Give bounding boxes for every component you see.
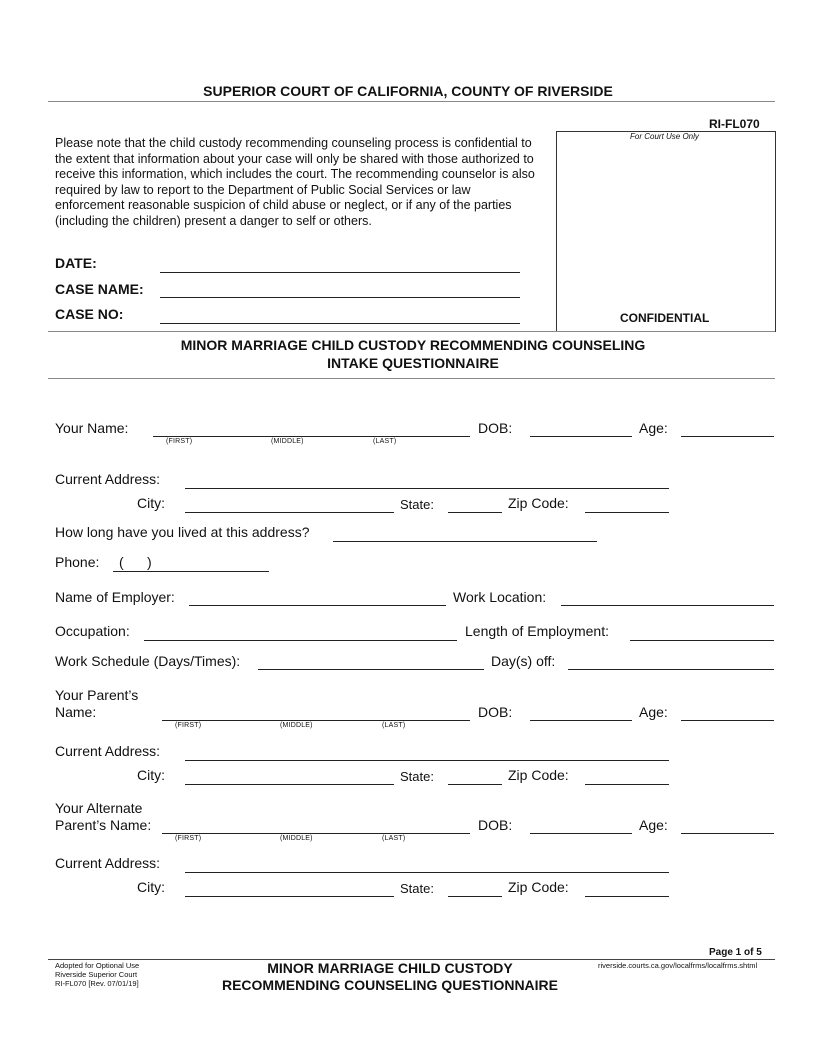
dob-label: DOB: [478, 420, 513, 436]
occupation-field[interactable] [144, 640, 457, 641]
case-name-label: CASE NAME: [55, 281, 144, 297]
divider [48, 331, 775, 332]
footer-adopted: Adopted for Optional Use [55, 961, 140, 970]
city-label: City: [137, 767, 165, 783]
work-location-field[interactable] [561, 605, 774, 606]
dob-field[interactable] [530, 436, 632, 437]
confidentiality-notice: Please note that the child custody recommending counseling process is confidential to the extent that information about your case will only be shared with those authorized to receive this information, which includes the court. The recommending counselor is also required by law to report to the Department of Public Social Services or law enforcement reasonable suspicion of child abuse or neglect, or if any of the parties (including the children) present a danger to self or others. [55, 136, 535, 228]
form-id: RI-FL070 [709, 117, 760, 131]
date-label: DATE: [55, 255, 97, 271]
last-caption: (LAST) [382, 722, 406, 729]
zip-label: Zip Code: [508, 495, 569, 511]
alt-parent-name-field[interactable] [162, 833, 470, 834]
current-address-field[interactable] [185, 488, 669, 489]
employer-field[interactable] [189, 605, 446, 606]
case-no-field[interactable] [160, 323, 520, 324]
confidential-label: CONFIDENTIAL [620, 311, 710, 325]
dob-label: DOB: [478, 817, 513, 833]
footer-title-line1: MINOR MARRIAGE CHILD CUSTODY [267, 960, 513, 976]
age-label: Age: [639, 704, 668, 720]
court-name: SUPERIOR COURT OF CALIFORNIA, COUNTY OF RIVERSIDE [203, 83, 613, 99]
parent-label-line1: Your Parent’s [55, 687, 139, 703]
phone-label: Phone: [55, 554, 100, 570]
parent-city-field[interactable] [185, 784, 394, 785]
case-name-field[interactable] [160, 297, 520, 298]
zip-label: Zip Code: [508, 879, 569, 895]
form-title-line1: MINOR MARRIAGE CHILD CUSTODY RECOMMENDING COUNSELING [180, 337, 646, 353]
first-caption: (FIRST) [175, 835, 202, 842]
last-caption: (LAST) [373, 438, 397, 445]
alt-parent-dob-field[interactable] [530, 833, 632, 834]
zip-field[interactable] [585, 512, 669, 513]
divider [48, 101, 775, 102]
parent-name-field[interactable] [162, 720, 470, 721]
alt-parent-label-line2: Parent’s Name: [55, 817, 152, 833]
alt-parent-city-field[interactable] [185, 896, 394, 897]
occupation-label: Occupation: [55, 623, 130, 639]
age-label: Age: [639, 817, 668, 833]
city-label: City: [137, 879, 165, 895]
age-field[interactable] [681, 436, 774, 437]
case-no-label: CASE NO: [55, 306, 124, 322]
days-off-field[interactable] [568, 669, 774, 670]
alt-parent-age-field[interactable] [681, 833, 774, 834]
footer-url: riverside.courts.ca.gov/localfrms/localfrms.shtml [598, 961, 758, 970]
parent-dob-field[interactable] [530, 720, 632, 721]
court-use-label: For Court Use Only [630, 132, 699, 141]
date-field[interactable] [160, 272, 520, 273]
phone-field[interactable] [113, 571, 269, 572]
alt-parent-zip-field[interactable] [585, 896, 669, 897]
middle-caption: (MIDDLE) [271, 438, 304, 445]
page-number: Page 1 of 5 [709, 947, 762, 958]
alt-parent-address-field[interactable] [185, 872, 669, 873]
work-location-label: Work Location: [453, 589, 547, 605]
phone-area-code: ( ) [119, 554, 152, 570]
parent-state-field[interactable] [448, 784, 502, 785]
work-schedule-field[interactable] [258, 669, 484, 670]
divider [48, 378, 775, 379]
court-use-box [556, 131, 776, 332]
age-label: Age: [639, 420, 668, 436]
alt-parent-label-line1: Your Alternate [55, 800, 143, 816]
city-field[interactable] [185, 512, 394, 513]
how-long-label: How long have you lived at this address? [55, 524, 310, 540]
employer-label: Name of Employer: [55, 589, 175, 605]
length-employment-field[interactable] [630, 640, 774, 641]
first-caption: (FIRST) [175, 722, 202, 729]
current-address-label: Current Address: [55, 471, 161, 487]
dob-label: DOB: [478, 704, 513, 720]
middle-caption: (MIDDLE) [280, 722, 313, 729]
your-name-label: Your Name: [55, 420, 129, 436]
how-long-field[interactable] [333, 541, 597, 542]
footer-rev: RI-FL070 [Rev. 07/01/19] [55, 979, 139, 988]
parent-label-line2: Name: [55, 704, 97, 720]
state-label: State: [400, 497, 434, 512]
state-label: State: [400, 769, 434, 784]
parent-address-field[interactable] [185, 760, 669, 761]
current-address-label: Current Address: [55, 855, 161, 871]
city-label: City: [137, 495, 165, 511]
last-caption: (LAST) [382, 835, 406, 842]
work-schedule-label: Work Schedule (Days/Times): [55, 653, 241, 669]
first-caption: (FIRST) [166, 438, 193, 445]
length-employment-label: Length of Employment: [465, 623, 609, 639]
middle-caption: (MIDDLE) [280, 835, 313, 842]
days-off-label: Day(s) off: [491, 653, 556, 669]
your-name-field[interactable] [153, 436, 470, 437]
footer-title-line2: RECOMMENDING COUNSELING QUESTIONNAIRE [221, 977, 558, 993]
current-address-label: Current Address: [55, 743, 161, 759]
state-label: State: [400, 881, 434, 896]
footer-riverside: Riverside Superior Court [55, 970, 138, 979]
parent-age-field[interactable] [681, 720, 774, 721]
zip-label: Zip Code: [508, 767, 569, 783]
parent-zip-field[interactable] [585, 784, 669, 785]
state-field[interactable] [448, 512, 502, 513]
form-title-line2: INTAKE QUESTIONNAIRE [327, 355, 499, 371]
alt-parent-state-field[interactable] [448, 896, 502, 897]
